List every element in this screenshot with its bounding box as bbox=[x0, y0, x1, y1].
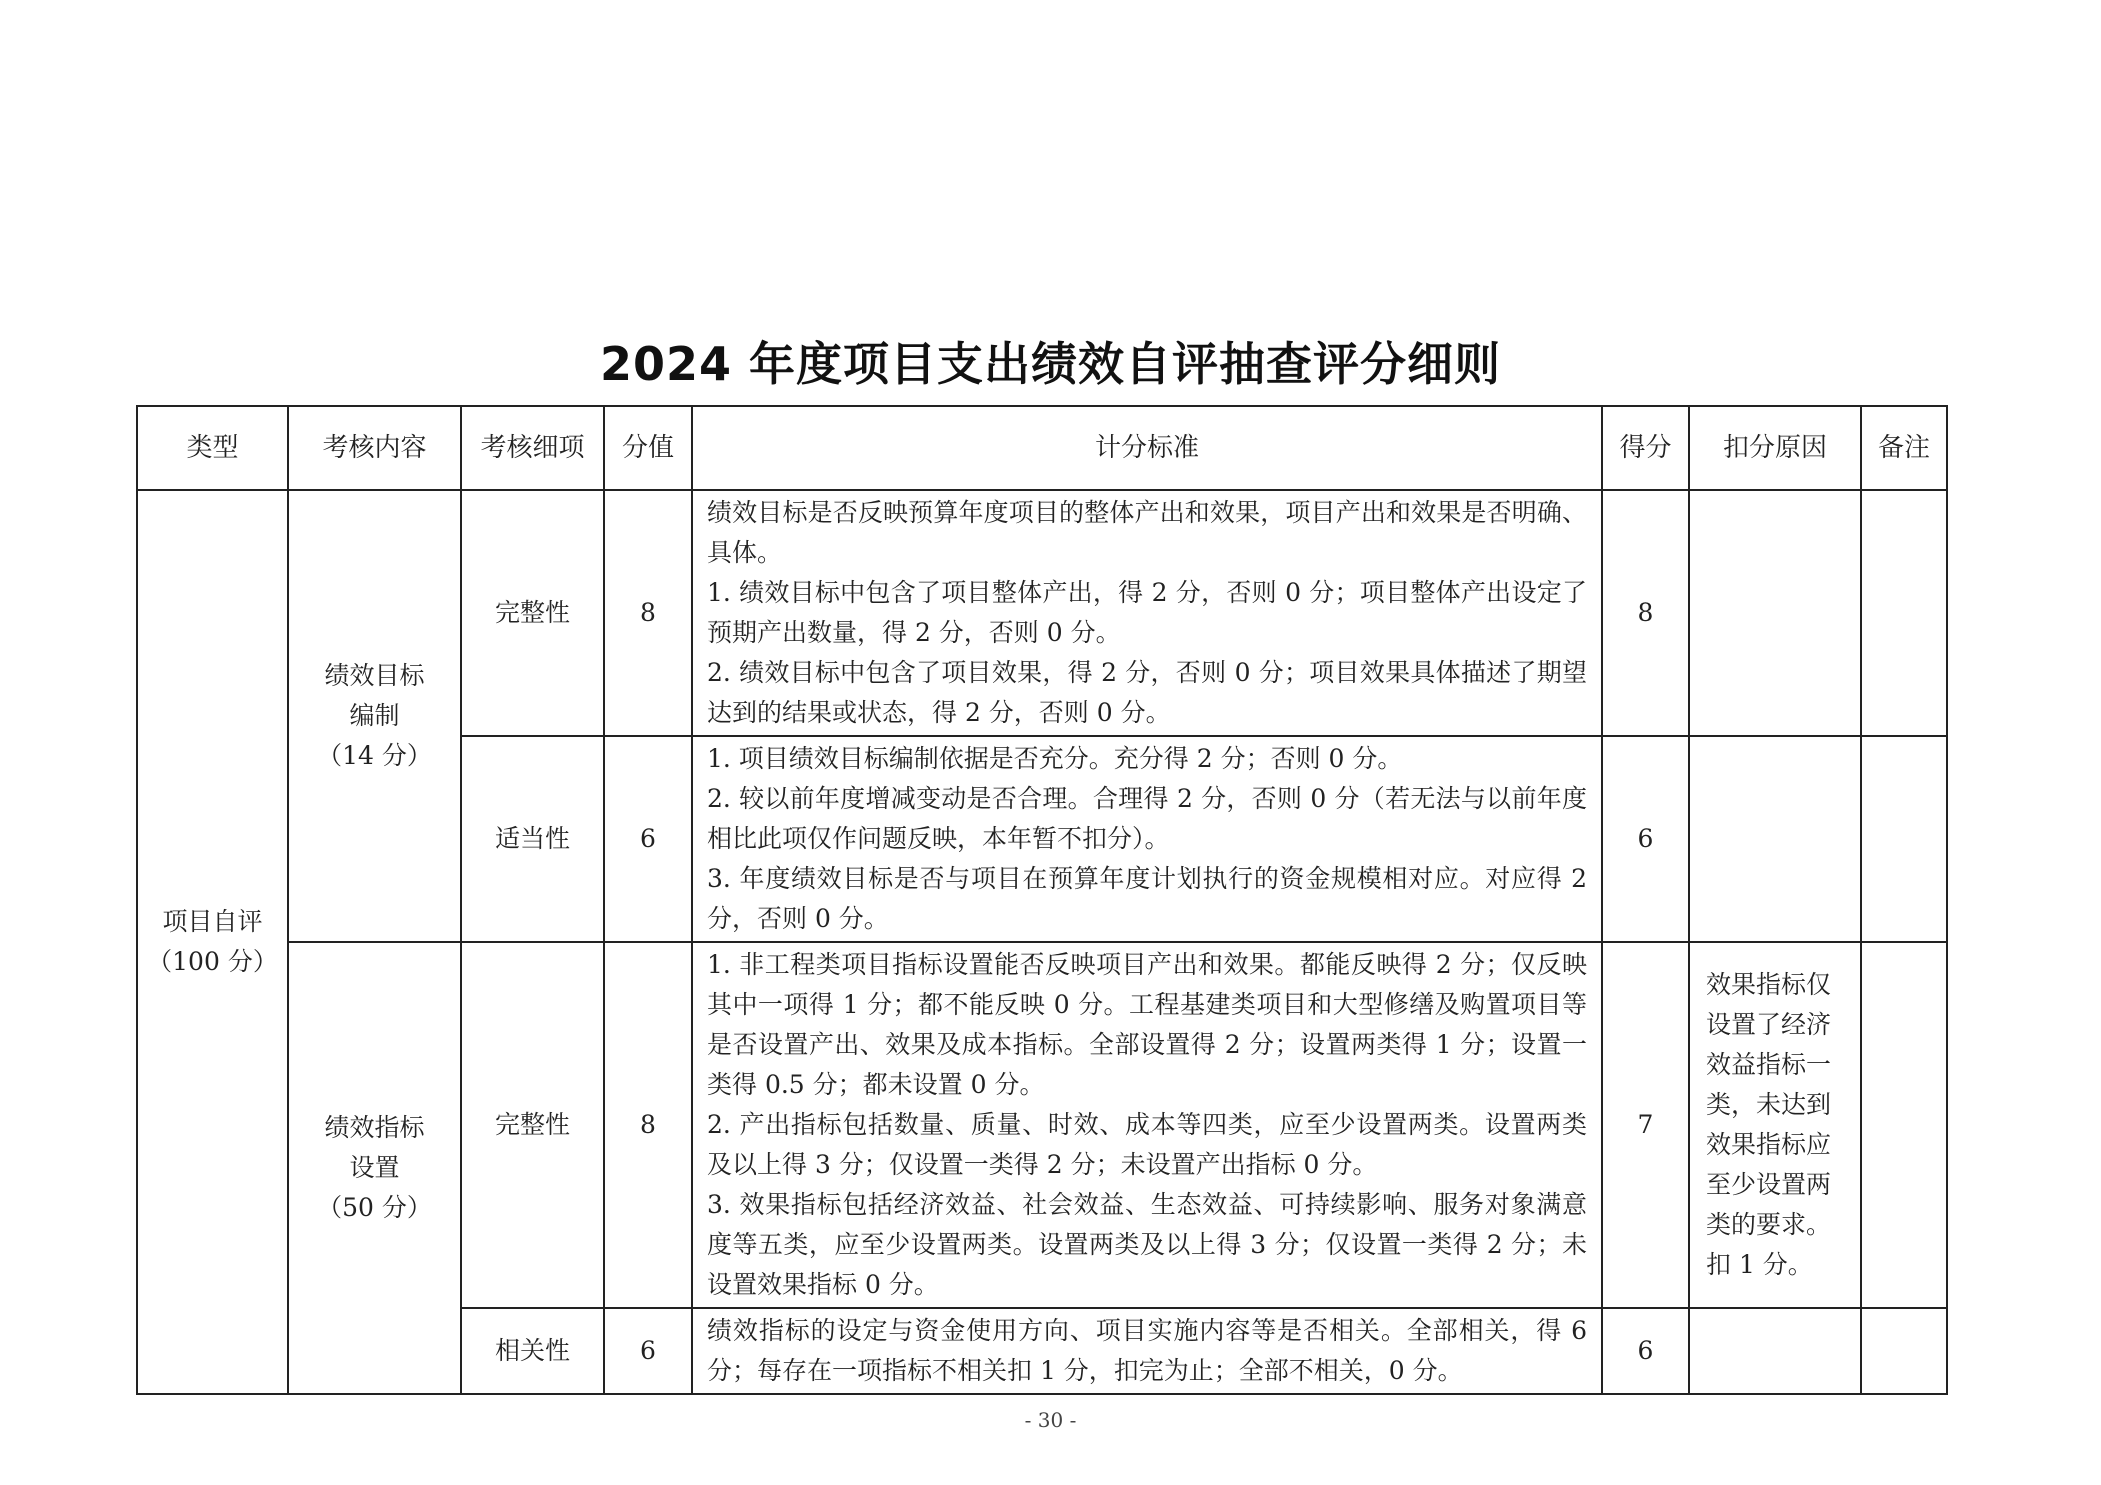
reason-cell bbox=[1689, 736, 1861, 942]
value-cell: 8 bbox=[604, 942, 692, 1308]
standard-line: 1. 项目绩效目标编制依据是否充分。充分得 2 分；否则 0 分。 bbox=[707, 744, 1403, 773]
score-cell: 6 bbox=[1602, 736, 1689, 942]
group-name-line2: 设置 bbox=[349, 1153, 400, 1182]
category-name: 项目自评 bbox=[162, 907, 263, 936]
group-cell-objectives bbox=[288, 490, 461, 942]
group-name-line2: 编制 bbox=[349, 701, 400, 730]
header-item: 考核细项 bbox=[461, 406, 604, 490]
header-value: 分值 bbox=[604, 406, 692, 490]
standard-line: 绩效目标是否反映预算年度项目的整体产出和效果，项目产出和效果是否明确、具体。 bbox=[707, 498, 1587, 567]
standard-cell bbox=[692, 1308, 1602, 1394]
group-name-line1: 绩效目标 bbox=[324, 661, 425, 690]
item-cell: 适当性 bbox=[461, 736, 604, 942]
page-number: - 30 - bbox=[1024, 1408, 1077, 1432]
table-row bbox=[137, 942, 1947, 1308]
item-cell: 相关性 bbox=[461, 1308, 604, 1394]
standard-line: 1. 非工程类项目指标设置能否反映项目产出和效果。都能反映得 2 分；仅反映其中一项得 1 分；都不能反映 0 分。工程基建类项目和大型修缮及购置项目等是否设置产出、效果及成本指标。全部设置得 2 分；设置两类得 1 分；设置一类得 0.5 分；都未设置 0 分。 bbox=[707, 950, 1587, 1099]
header-row bbox=[137, 406, 1947, 490]
value-cell: 6 bbox=[604, 736, 692, 942]
value-cell: 6 bbox=[604, 1308, 692, 1394]
standard-cell bbox=[692, 942, 1602, 1308]
reason-cell: 效果指标仅设置了经济效益指标一类，未达到效果指标应至少设置两类的要求。扣 1 分。 bbox=[1689, 942, 1861, 1308]
header-reason: 扣分原因 bbox=[1689, 406, 1861, 490]
standard-line: 3. 年度绩效目标是否与项目在预算年度计划执行的资金规模相对应。对应得 2 分，否则 0 分。 bbox=[707, 864, 1587, 933]
item-cell: 完整性 bbox=[461, 942, 604, 1308]
scoring-table bbox=[136, 405, 1948, 1395]
note-cell bbox=[1861, 1308, 1947, 1394]
score-cell: 8 bbox=[1602, 490, 1689, 736]
reason-cell bbox=[1689, 1308, 1861, 1394]
standard-cell bbox=[692, 490, 1602, 736]
header-content: 考核内容 bbox=[288, 406, 461, 490]
score-cell: 7 bbox=[1602, 942, 1689, 1308]
standard-line: 1. 绩效目标中包含了项目整体产出，得 2 分，否则 0 分；项目整体产出设定了预期产出数量，得 2 分，否则 0 分。 bbox=[707, 578, 1587, 647]
group-points: （14 分） bbox=[317, 741, 432, 770]
category-points: （100 分） bbox=[147, 947, 278, 976]
note-cell bbox=[1861, 736, 1947, 942]
note-cell bbox=[1861, 942, 1947, 1308]
value-cell: 8 bbox=[604, 490, 692, 736]
group-cell-indicators bbox=[288, 942, 461, 1394]
standard-line: 2. 产出指标包括数量、质量、时效、成本等四类，应至少设置两类。设置两类及以上得 3 分；仅设置一类得 2 分；未设置产出指标 0 分。 bbox=[707, 1110, 1587, 1179]
header-score: 得分 bbox=[1602, 406, 1689, 490]
group-points: （50 分） bbox=[317, 1193, 432, 1222]
note-cell bbox=[1861, 490, 1947, 736]
table-row bbox=[137, 490, 1947, 736]
header-type: 类型 bbox=[137, 406, 288, 490]
group-name-line1: 绩效指标 bbox=[324, 1113, 425, 1142]
standard-line: 2. 较以前年度增减变动是否合理。合理得 2 分，否则 0 分（若无法与以前年度相比此项仅作问题反映，本年暂不扣分）。 bbox=[707, 784, 1587, 853]
header-standard: 计分标准 bbox=[692, 406, 1602, 490]
item-cell: 完整性 bbox=[461, 490, 604, 736]
score-cell: 6 bbox=[1602, 1308, 1689, 1394]
standard-cell bbox=[692, 736, 1602, 942]
page-title: 2024 年度项目支出绩效自评抽查评分细则 bbox=[599, 337, 1502, 391]
standard-line: 绩效指标的设定与资金使用方向、项目实施内容等是否相关。全部相关，得 6 分；每存在一项指标不相关扣 1 分，扣完为止；全部不相关，0 分。 bbox=[707, 1316, 1587, 1385]
reason-cell bbox=[1689, 490, 1861, 736]
standard-line: 2. 绩效目标中包含了项目效果，得 2 分，否则 0 分；项目效果具体描述了期望达到的结果或状态，得 2 分，否则 0 分。 bbox=[707, 658, 1587, 727]
header-note: 备注 bbox=[1861, 406, 1947, 490]
category-cell bbox=[137, 490, 288, 1394]
standard-line: 3. 效果指标包括经济效益、社会效益、生态效益、可持续影响、服务对象满意度等五类，应至少设置两类。设置两类及以上得 3 分；仅设置一类得 2 分；未设置效果指标 0 分。 bbox=[707, 1190, 1587, 1299]
